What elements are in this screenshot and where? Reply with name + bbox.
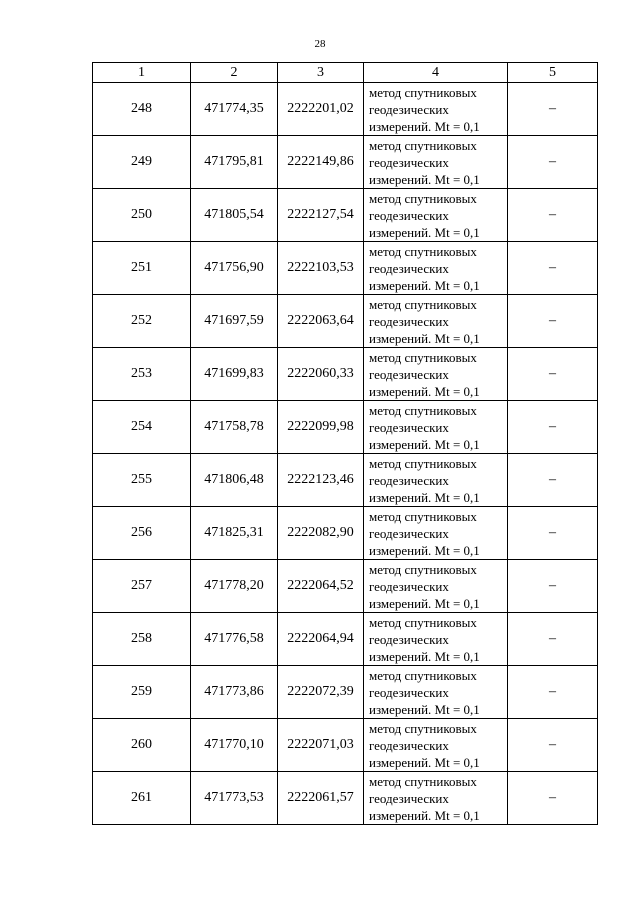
method-text-line: геодезических xyxy=(369,419,449,435)
table-body xyxy=(93,83,598,825)
point-number-cell: 253 xyxy=(93,348,191,401)
table-row xyxy=(93,83,598,136)
note-cell: – xyxy=(508,613,598,666)
note-cell: – xyxy=(508,136,598,189)
method-text-line: метод спутниковых xyxy=(369,508,477,524)
method-text-line: метод спутниковых xyxy=(369,137,477,153)
method-text-line: измерений. Mt = 0,1 xyxy=(369,701,480,717)
note-cell: – xyxy=(508,242,598,295)
y-coordinate-cell: 2222072,39 xyxy=(278,666,364,719)
y-coordinate-cell: 2222063,64 xyxy=(278,295,364,348)
table-row xyxy=(93,613,598,666)
method-text-line: метод спутниковых xyxy=(369,402,477,418)
method-text-line: измерений. Mt = 0,1 xyxy=(369,277,480,293)
method-text-line: геодезических xyxy=(369,684,449,700)
y-coordinate-cell: 2222082,90 xyxy=(278,507,364,560)
method-text-line: измерений. Mt = 0,1 xyxy=(369,807,480,823)
x-coordinate-cell: 471774,35 xyxy=(191,83,278,136)
note-cell: – xyxy=(508,189,598,242)
method-cell xyxy=(364,613,508,666)
method-text-line: геодезических xyxy=(369,525,449,541)
note-cell: – xyxy=(508,560,598,613)
method-cell xyxy=(364,189,508,242)
point-number-cell: 249 xyxy=(93,136,191,189)
method-text-line: метод спутниковых xyxy=(369,455,477,471)
method-cell xyxy=(364,242,508,295)
x-coordinate-cell: 471795,81 xyxy=(191,136,278,189)
table-row xyxy=(93,189,598,242)
y-coordinate-cell: 2222071,03 xyxy=(278,719,364,772)
table-row xyxy=(93,136,598,189)
table-row xyxy=(93,242,598,295)
y-coordinate-cell: 2222061,57 xyxy=(278,772,364,825)
method-text-line: метод спутниковых xyxy=(369,773,477,789)
method-cell xyxy=(364,295,508,348)
column-header-note: 5 xyxy=(508,63,598,83)
table-row xyxy=(93,666,598,719)
y-coordinate-cell: 2222201,02 xyxy=(278,83,364,136)
table-row xyxy=(93,719,598,772)
method-text-line: геодезических xyxy=(369,366,449,382)
method-text-line: метод спутниковых xyxy=(369,561,477,577)
method-cell xyxy=(364,772,508,825)
point-number-cell: 257 xyxy=(93,560,191,613)
point-number-cell: 258 xyxy=(93,613,191,666)
method-cell xyxy=(364,719,508,772)
method-text-line: метод спутниковых xyxy=(369,190,477,206)
x-coordinate-cell: 471756,90 xyxy=(191,242,278,295)
point-number-cell: 250 xyxy=(93,189,191,242)
note-cell: – xyxy=(508,401,598,454)
x-coordinate-cell: 471806,48 xyxy=(191,454,278,507)
method-text-line: метод спутниковых xyxy=(369,243,477,259)
method-text-line: геодезических xyxy=(369,631,449,647)
point-number-cell: 261 xyxy=(93,772,191,825)
method-text-line: метод спутниковых xyxy=(369,349,477,365)
y-coordinate-cell: 2222060,33 xyxy=(278,348,364,401)
method-text-line: геодезических xyxy=(369,101,449,117)
method-text-line: геодезических xyxy=(369,207,449,223)
method-text-line: геодезических xyxy=(369,790,449,806)
method-text-line: метод спутниковых xyxy=(369,296,477,312)
table-row xyxy=(93,772,598,825)
method-cell xyxy=(364,666,508,719)
method-text-line: метод спутниковых xyxy=(369,667,477,683)
method-text-line: метод спутниковых xyxy=(369,720,477,736)
point-number-cell: 255 xyxy=(93,454,191,507)
x-coordinate-cell: 471770,10 xyxy=(191,719,278,772)
x-coordinate-cell: 471805,54 xyxy=(191,189,278,242)
method-cell xyxy=(364,136,508,189)
point-number-cell: 248 xyxy=(93,83,191,136)
method-cell xyxy=(364,507,508,560)
column-header-method: 4 xyxy=(364,63,508,83)
x-coordinate-cell: 471699,83 xyxy=(191,348,278,401)
table-header-row xyxy=(93,63,598,83)
method-cell xyxy=(364,348,508,401)
y-coordinate-cell: 2222123,46 xyxy=(278,454,364,507)
method-cell xyxy=(364,401,508,454)
x-coordinate-cell: 471697,59 xyxy=(191,295,278,348)
method-text-line: геодезических xyxy=(369,472,449,488)
point-number-cell: 251 xyxy=(93,242,191,295)
method-text-line: геодезических xyxy=(369,313,449,329)
coordinates-table xyxy=(92,62,598,825)
point-number-cell: 260 xyxy=(93,719,191,772)
method-text-line: измерений. Mt = 0,1 xyxy=(369,118,480,134)
method-text-line: геодезических xyxy=(369,260,449,276)
y-coordinate-cell: 2222064,52 xyxy=(278,560,364,613)
note-cell: – xyxy=(508,454,598,507)
method-text-line: измерений. Mt = 0,1 xyxy=(369,383,480,399)
x-coordinate-cell: 471776,58 xyxy=(191,613,278,666)
y-coordinate-cell: 2222103,53 xyxy=(278,242,364,295)
method-text-line: метод спутниковых xyxy=(369,84,477,100)
table-row xyxy=(93,507,598,560)
table-row xyxy=(93,348,598,401)
point-number-cell: 252 xyxy=(93,295,191,348)
y-coordinate-cell: 2222099,98 xyxy=(278,401,364,454)
method-text-line: измерений. Mt = 0,1 xyxy=(369,489,480,505)
method-cell xyxy=(364,83,508,136)
x-coordinate-cell: 471758,78 xyxy=(191,401,278,454)
method-text-line: геодезических xyxy=(369,154,449,170)
method-cell xyxy=(364,454,508,507)
method-cell xyxy=(364,560,508,613)
x-coordinate-cell: 471778,20 xyxy=(191,560,278,613)
note-cell: – xyxy=(508,666,598,719)
method-text-line: геодезических xyxy=(369,737,449,753)
point-number-cell: 259 xyxy=(93,666,191,719)
note-cell: – xyxy=(508,772,598,825)
note-cell: – xyxy=(508,507,598,560)
column-header-point-number: 1 xyxy=(93,63,191,83)
column-header-y: 3 xyxy=(278,63,364,83)
note-cell: – xyxy=(508,348,598,401)
method-text-line: измерений. Mt = 0,1 xyxy=(369,648,480,664)
y-coordinate-cell: 2222149,86 xyxy=(278,136,364,189)
method-text-line: измерений. Mt = 0,1 xyxy=(369,436,480,452)
note-cell: – xyxy=(508,719,598,772)
y-coordinate-cell: 2222127,54 xyxy=(278,189,364,242)
method-text-line: измерений. Mt = 0,1 xyxy=(369,595,480,611)
method-text-line: измерений. Mt = 0,1 xyxy=(369,754,480,770)
table-row xyxy=(93,295,598,348)
x-coordinate-cell: 471825,31 xyxy=(191,507,278,560)
method-text-line: метод спутниковых xyxy=(369,614,477,630)
page-number: 28 xyxy=(314,38,326,50)
method-text-line: измерений. Mt = 0,1 xyxy=(369,330,480,346)
method-text-line: измерений. Mt = 0,1 xyxy=(369,542,480,558)
table-row xyxy=(93,454,598,507)
table-row xyxy=(93,401,598,454)
table-row xyxy=(93,560,598,613)
method-text-line: измерений. Mt = 0,1 xyxy=(369,171,480,187)
note-cell: – xyxy=(508,83,598,136)
method-text-line: геодезических xyxy=(369,578,449,594)
note-cell: – xyxy=(508,295,598,348)
column-header-x: 2 xyxy=(191,63,278,83)
x-coordinate-cell: 471773,53 xyxy=(191,772,278,825)
point-number-cell: 254 xyxy=(93,401,191,454)
point-number-cell: 256 xyxy=(93,507,191,560)
y-coordinate-cell: 2222064,94 xyxy=(278,613,364,666)
method-text-line: измерений. Mt = 0,1 xyxy=(369,224,480,240)
x-coordinate-cell: 471773,86 xyxy=(191,666,278,719)
